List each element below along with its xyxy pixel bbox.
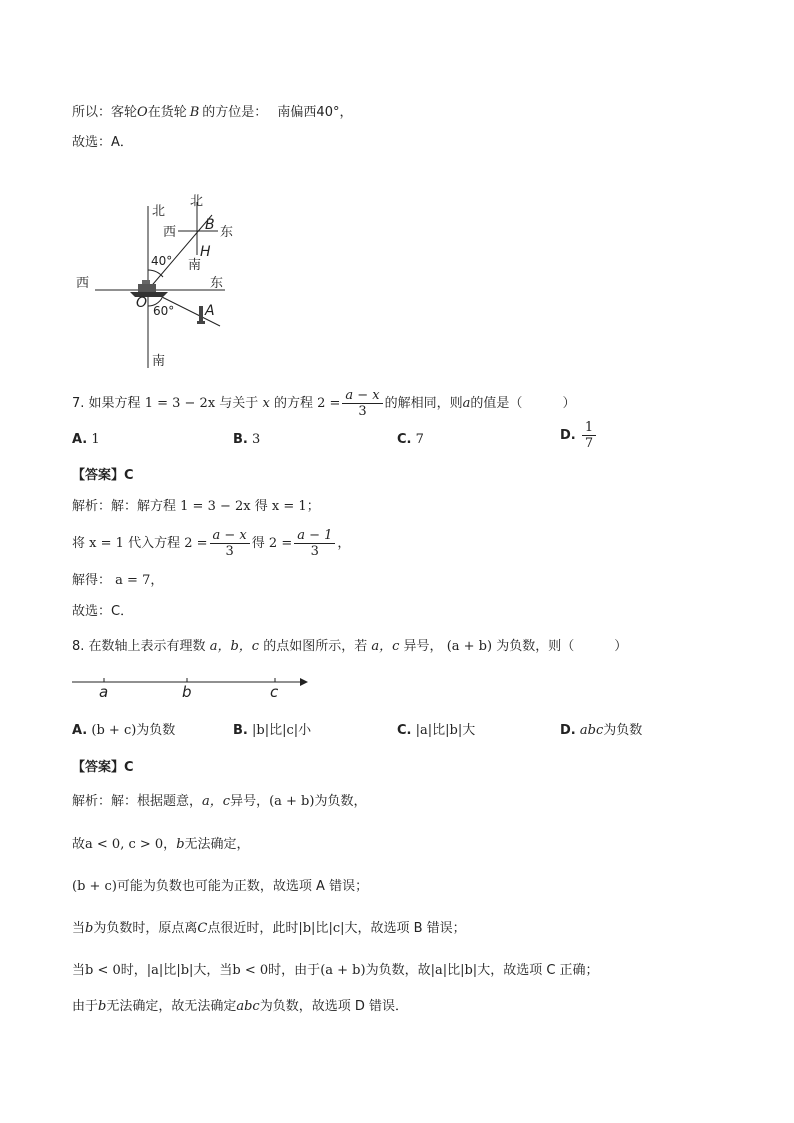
label-south-b: 南 — [188, 258, 202, 273]
math-var: b — [98, 999, 107, 1014]
equation: 1 = 3 − 2x — [180, 499, 251, 514]
text: 的解相同，则 — [384, 396, 463, 411]
text: 的方程 — [273, 396, 313, 411]
number-line — [68, 668, 314, 702]
text: 得 — [254, 499, 268, 514]
text: ， — [150, 573, 164, 588]
text: 的值是（ — [470, 396, 523, 411]
equation: 1 = 3 − 2x — [144, 396, 216, 411]
equation: x = 1 — [271, 499, 307, 514]
text: ， — [163, 837, 177, 852]
fraction — [210, 528, 250, 559]
math-expr: (a + b) — [446, 639, 493, 654]
equation: a = 7 — [115, 573, 151, 588]
math-expr: |a| — [430, 963, 448, 978]
equation-lhs: 2 = — [317, 396, 341, 411]
label-b: b — [182, 683, 192, 701]
text: 比 — [315, 921, 329, 936]
denominator: 3 — [358, 404, 367, 419]
label-point-O: O — [136, 295, 148, 311]
option-label: B. — [233, 723, 248, 738]
math-expr: (b + c) — [72, 879, 117, 894]
label-east: 东 — [210, 276, 224, 291]
number-line-arrow — [300, 678, 308, 686]
angle-40-arc — [148, 270, 163, 277]
label-east-b: 东 — [220, 225, 234, 240]
math-expr: |b| — [460, 963, 478, 978]
denominator: 7 — [584, 436, 594, 451]
option-value: 1 — [91, 432, 100, 447]
label-west-b: 西 — [163, 225, 177, 240]
text: 的点如图所示，若 — [263, 639, 368, 654]
label-point-H: H — [200, 244, 211, 260]
q7-option-d[interactable] — [560, 420, 598, 451]
q8-option-d[interactable] — [560, 722, 642, 740]
math-var: a — [462, 396, 471, 411]
numerator: a − 1 — [294, 528, 335, 544]
math-expr: b < 0 — [232, 963, 269, 978]
math-var: a，c — [202, 794, 231, 809]
text: 大，故选项 B 错误； — [344, 921, 466, 936]
q8-solution-6 — [72, 998, 408, 1016]
label-north: 北 — [152, 204, 166, 219]
direction-figure — [60, 190, 240, 372]
math-var: a，b，c — [209, 639, 260, 654]
denominator: 3 — [225, 544, 234, 559]
text: 可能为负数也可能为正数，故选项 A 错误； — [116, 879, 369, 894]
text: 为负数，则（ — [496, 639, 575, 654]
text: 点很近时，此时 — [207, 921, 299, 936]
math-expr: |a| — [146, 963, 164, 978]
math-expr: |c| — [328, 921, 345, 936]
q7-option-b[interactable] — [233, 431, 260, 449]
q7-option-c[interactable] — [397, 431, 424, 449]
text: 比 — [447, 963, 461, 978]
q8-option-c[interactable] — [397, 722, 475, 740]
text: 无法确定，故无法确定 — [106, 999, 237, 1014]
label-angle-40: 40° — [151, 254, 173, 268]
option-label: D. — [560, 428, 576, 443]
text: 时，由于 — [268, 963, 321, 978]
text: 由于 — [72, 999, 99, 1014]
label-west: 西 — [76, 276, 90, 291]
q8-option-a[interactable] — [72, 722, 175, 740]
text: 所以：客轮 — [72, 105, 138, 120]
text: 当 — [72, 963, 86, 978]
option-label: B. — [233, 432, 248, 447]
label-point-B: B — [205, 217, 215, 233]
text: ； — [306, 499, 320, 514]
math-expr: (b + c) — [91, 723, 137, 738]
conclusion-answer: 南偏西40°， — [277, 105, 353, 120]
numerator: a − x — [210, 528, 250, 544]
option-label: D. — [560, 723, 576, 738]
text: 为负数，故选项 D 错误． — [259, 999, 408, 1014]
math-var: B — [189, 105, 200, 120]
math-expr: |b| — [252, 723, 270, 738]
label-c: c — [270, 683, 279, 701]
q7-solution-1 — [72, 498, 320, 516]
math-expr: |b| — [298, 921, 316, 936]
text: 无法确定， — [184, 837, 250, 852]
text: 7. 如果方程 — [72, 396, 141, 411]
label-angle-60: 60° — [153, 304, 175, 318]
option-value: 7 — [415, 432, 424, 447]
math-expr: abc — [579, 723, 604, 738]
numerator: 1 — [582, 420, 596, 436]
math-expr: b < 0 — [85, 963, 121, 978]
option-value: 3 — [252, 432, 261, 447]
math-expr: a < 0, c > 0 — [85, 837, 164, 852]
q7-solution-2 — [72, 528, 350, 559]
math-var: a，c — [371, 639, 400, 654]
label-point-A: A — [205, 303, 215, 319]
q8-option-b[interactable] — [233, 722, 311, 740]
text: ） — [614, 639, 628, 654]
q7-answer: 【答案】C — [72, 468, 134, 483]
label-south: 南 — [152, 354, 166, 369]
text: 比 — [432, 723, 446, 738]
numerator: a − x — [342, 388, 382, 404]
text: 为负数时，原点离 — [93, 921, 198, 936]
text: 异号， — [230, 794, 270, 809]
text: 大，当 — [193, 963, 233, 978]
math-var: O — [137, 105, 148, 120]
text: 大，故选项 C 正确； — [477, 963, 599, 978]
label-a: a — [99, 683, 109, 701]
math-expr: |b| — [445, 723, 463, 738]
option-label: C. — [397, 432, 412, 447]
fraction — [294, 528, 335, 559]
math-expr: (a + b) — [269, 794, 315, 809]
text: 为负数， — [314, 794, 367, 809]
math-expr: |c| — [282, 723, 299, 738]
math-var: b — [176, 837, 185, 852]
choice-line: 故选：A． — [72, 135, 133, 150]
q8-answer: 【答案】C — [72, 760, 134, 775]
text: 解析：解：解方程 — [72, 499, 177, 514]
text: 与关于 — [219, 396, 259, 411]
text: 为负数，故 — [365, 963, 431, 978]
text: 异号， — [403, 639, 443, 654]
text: ， — [337, 536, 351, 551]
text: 代入方程 — [128, 536, 181, 551]
q7-option-a[interactable] — [72, 431, 100, 449]
fraction — [342, 388, 382, 419]
text: 得 — [251, 536, 265, 551]
text: ） — [562, 396, 576, 411]
math-var: x — [262, 396, 270, 411]
text: 在货轮 — [147, 105, 187, 120]
conclusion-line — [72, 104, 352, 122]
option-label: A. — [72, 723, 88, 738]
option-label: C. — [397, 723, 412, 738]
option-label: A. — [72, 432, 88, 447]
equation-lhs: 2 = — [268, 536, 293, 551]
q7-solution-4: 故选：C． — [72, 604, 134, 619]
math-expr: |a| — [415, 723, 433, 738]
label-north-b: 北 — [190, 194, 204, 209]
text: 当 — [72, 921, 86, 936]
q7-solution-3 — [72, 572, 163, 590]
q8-solution-3 — [72, 878, 368, 896]
q8-solution-5 — [72, 962, 599, 980]
fraction — [582, 420, 596, 451]
math-expr: abc — [236, 999, 260, 1014]
math-expr: (a + b) — [320, 963, 366, 978]
math-expr: |b| — [176, 963, 194, 978]
q8-stem — [72, 638, 627, 656]
text: 为负数 — [603, 723, 643, 738]
text: 8. 在数轴上表示有理数 — [72, 639, 206, 654]
denominator: 3 — [310, 544, 319, 559]
q8-solution-4 — [72, 920, 466, 938]
text: 为负数 — [136, 723, 176, 738]
text: 解析：解：根据题意， — [72, 794, 203, 809]
text: 小 — [298, 723, 312, 738]
text: 比 — [163, 963, 177, 978]
text: 将 — [72, 536, 86, 551]
equation: x = 1 — [89, 536, 124, 551]
text: 故 — [72, 837, 86, 852]
q7-stem — [72, 388, 575, 419]
text: 比 — [269, 723, 283, 738]
text: 大 — [462, 723, 476, 738]
q8-solution-1 — [72, 793, 366, 811]
q8-solution-2 — [72, 836, 250, 854]
math-var: b — [85, 921, 94, 936]
equation-lhs: 2 = — [184, 536, 208, 551]
text: 时， — [120, 963, 147, 978]
text: 解得： — [72, 573, 112, 588]
math-var: C — [197, 921, 208, 936]
text: 的方位是： — [202, 105, 268, 120]
